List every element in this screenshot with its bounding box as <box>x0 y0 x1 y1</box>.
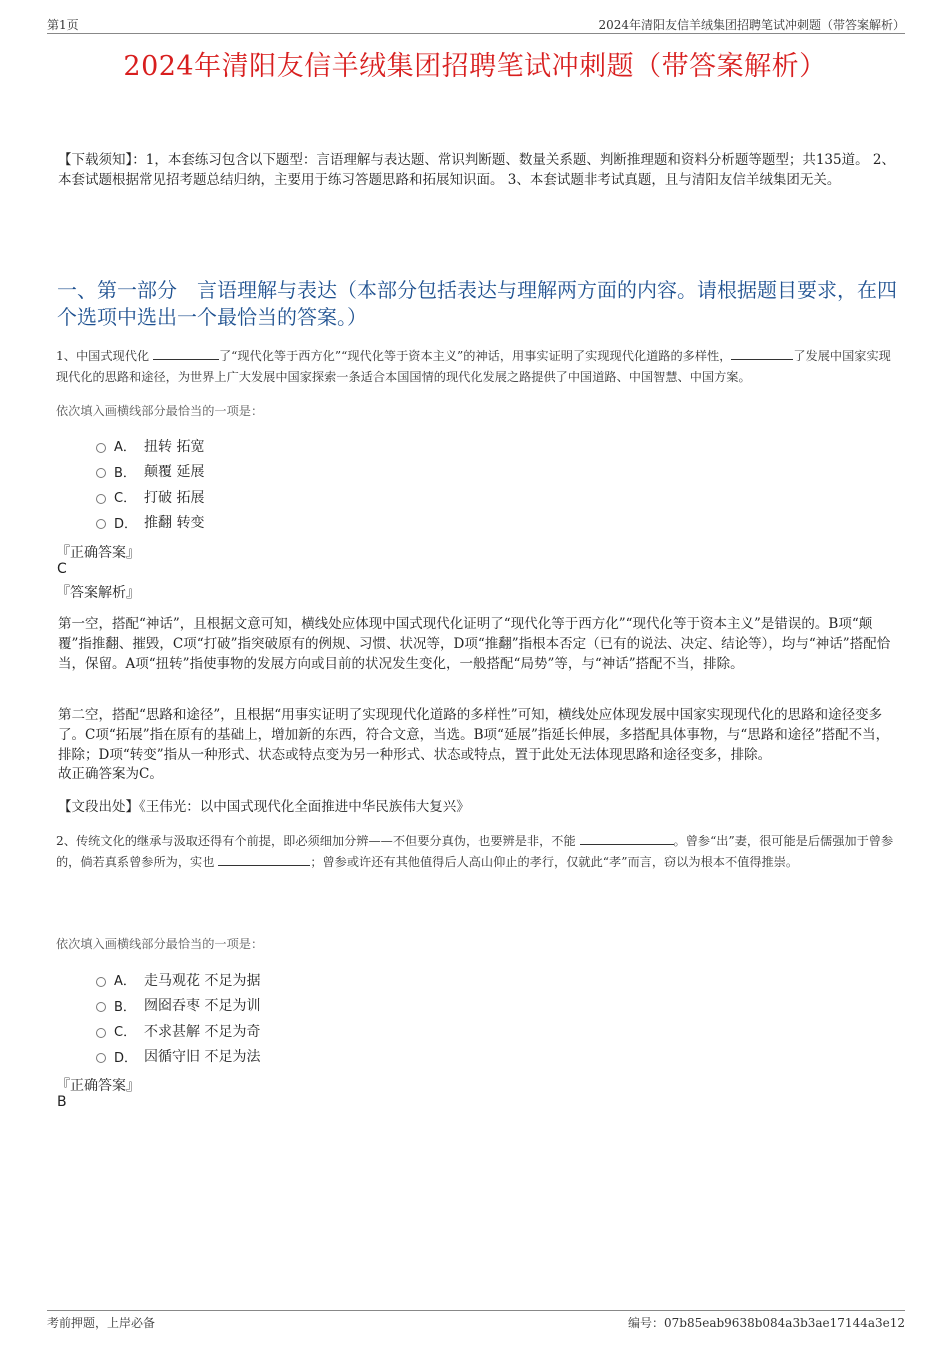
option-b[interactable]: B． 颠覆 延展 <box>96 459 204 485</box>
question-2-text-c: ；曾参或许还有其他值得后人高山仰止的孝行，仅就此“孝”而言，窃以为根本不值得推崇。 <box>310 855 799 869</box>
document-id: 编号：07b85eab9638b084a3b3ae17144a3e12 <box>628 1316 905 1330</box>
question-2-instruction: 依次填入画横线部分最恰当的一项是： <box>56 937 264 951</box>
option-d[interactable]: D． 推翻 转变 <box>96 510 204 536</box>
option-a[interactable]: A． 走马观花 不足为据 <box>96 967 260 993</box>
document-title: 2024年清阳友信羊绒集团招聘笔试冲刺题（带答案解析） <box>123 51 827 82</box>
option-a[interactable]: A． 扭转 拓宽 <box>96 433 204 459</box>
question-2-text-b: 。曾参“出”妻，很可能是后儒强加于曾参的，倘若真系曾参所为，实也 <box>56 834 894 869</box>
page-header <box>47 14 905 34</box>
option-d[interactable]: D． 因循守旧 不足为法 <box>96 1044 260 1070</box>
blank-line <box>153 348 219 360</box>
question-1-text-a: 1、中国式现代化 <box>56 349 153 363</box>
radio-button[interactable] <box>96 977 106 987</box>
section-heading: 一、第一部分 言语理解与表达（本部分包括表达与理解两方面的内容。请根据题目要求，在四个选项中选出一个最恰当的答案。） <box>57 278 897 329</box>
question-1-stem <box>56 346 898 388</box>
question-1-options <box>96 433 204 535</box>
radio-button[interactable] <box>96 443 106 453</box>
analysis-conclusion: 故正确答案为C。 <box>58 766 163 782</box>
radio-button[interactable] <box>96 1002 106 1012</box>
question-1-instruction: 依次填入画横线部分最恰当的一项是： <box>56 404 264 418</box>
source-citation: 【文段出处】《王伟光：以中国式现代化全面推进中华民族伟大复兴》 <box>58 799 470 815</box>
question-1-text-b: 了“现代化等于西方化”“现代化等于资本主义”的神话，用事实证明了实现现代化道路的多样性， <box>218 349 732 363</box>
download-notice: 【下载须知】：1，本套练习包含以下题型：言语理解与表达题、常识判断题、数量关系题、判断推理题和资料分析题等题型；共135道。 2、本套试题根据常见招考题总结归纳，主要用于练习答题思路和拓展知识面。 3、本套试题非考试真题，且与清阳友信羊绒集团无关。 <box>58 152 895 188</box>
footer-slogan: 考前押题，上岸必备 <box>47 1316 156 1330</box>
question-2-text-a: 2、传统文化的继承与汲取还得有个前提，即必须细加分辨——不但要分真伪，也要辨是非，不能 <box>56 834 580 848</box>
option-c[interactable]: C． 不求甚解 不足为奇 <box>96 1018 260 1044</box>
radio-button[interactable] <box>96 1028 106 1038</box>
analysis-paragraph-1: 第一空，搭配“神话”，且根据文意可知，横线处应体现中国式现代化证明了“现代化等于西方化”“现代化等于资本主义”是错误的。B项“颠覆”指推翻、摧毁，C项“打破”指突破原有的例规、习惯、状况等，D项“推翻”指根本否定（已有的说法、决定、结论等），均与“神话”搭配恰当，保留。A项“扭转”指使事物的发展方向或目前的状况发生变化，一般搭配“局势”等，与“神话”搭配不当，排除。 <box>58 616 891 672</box>
page-footer <box>47 1310 905 1330</box>
analysis-paragraph-2: 第二空，搭配“思路和途径”，且根据“用事实证明了实现现代化道路的多样性”可知，横线处应体现发展中国家实现现代化的思路和途径变多了。C项“拓展”指在原有的基础上，增加新的东西，符合文意，当选。B项“延展”指延长伸展，多搭配具体事物，与“思路和途径”搭配不当，排除；D项“转变”指从一种形式、状态或特点变为另一种形式、状态或特点，置于此处无法体现思路和途径变多，排除。 <box>58 707 890 763</box>
analysis-label: 『答案解析』 <box>56 585 140 601</box>
question-1-text-c: 了发展中国家实现现代化的思路和途径，为世界上广大发展中国家探索一条适合本国国情的现代化发展之路提供了中国道路、中国智慧、中国方案。 <box>56 349 891 384</box>
radio-button[interactable] <box>96 1053 106 1063</box>
page-number: 第1页 <box>47 18 79 32</box>
question-2-stem <box>56 831 898 873</box>
correct-answer-label: 『正确答案』 <box>56 1078 140 1094</box>
radio-button[interactable] <box>96 468 106 478</box>
question-2-options <box>96 967 260 1069</box>
correct-answer-label: 『正确答案』 <box>56 545 140 561</box>
header-doc-title: 2024年清阳友信羊绒集团招聘笔试冲刺题（带答案解析） <box>598 18 905 32</box>
blank-line <box>731 348 793 360</box>
radio-button[interactable] <box>96 519 106 529</box>
correct-answer: B <box>57 1094 67 1110</box>
option-b[interactable]: B． 囫囵吞枣 不足为训 <box>96 993 260 1019</box>
radio-button[interactable] <box>96 494 106 504</box>
blank-line <box>580 833 674 845</box>
option-c[interactable]: C． 打破 拓展 <box>96 484 204 510</box>
blank-line <box>218 854 310 866</box>
correct-answer: C <box>57 561 67 577</box>
